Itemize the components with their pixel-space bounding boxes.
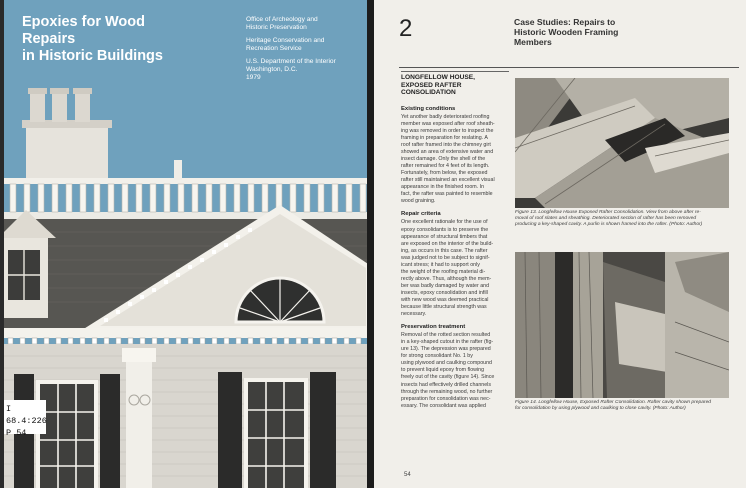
service-line: Heritage Conservation and: [246, 37, 325, 44]
caption-line: for consolidation by using plywood and caulking to close cavity. (Photo: Author): [515, 405, 686, 411]
section-body: [401, 114, 509, 206]
call-number-line: P 54: [6, 428, 27, 438]
body-line: ing was removed in order to inspect the: [401, 127, 494, 134]
interior-page: [374, 0, 746, 488]
body-line: for strong consolidant No. 1 by: [401, 353, 473, 360]
body-line: insects, epoxy consolidation and infill: [401, 289, 488, 296]
body-line: Removal of the rotted section resulted: [401, 332, 491, 339]
call-number-line: I 68.4:226: [6, 404, 47, 426]
chapter-title-line: Members: [514, 37, 552, 47]
case-title-line: CONSOLIDATION: [401, 89, 456, 97]
figure-13-caption: [515, 210, 729, 228]
figure-14-caption: [515, 400, 729, 412]
body-line: roof rafter framed into the chimney girt: [401, 142, 491, 149]
body-line: freely out of the cavity (figure 14). Since: [401, 374, 495, 381]
chapter-title-line: Case Studies: Repairs to: [514, 17, 616, 27]
body-line: through the remaining wood, no further: [401, 388, 493, 395]
body-line: appearance of structural timbers that: [401, 233, 488, 240]
section-body: [401, 219, 509, 318]
body-line: because little structural strength was: [401, 304, 487, 311]
publisher-line: Historic Preservation: [246, 24, 307, 31]
body-line: was judged not to be subject to signif-: [401, 254, 490, 261]
body-line: insects had effectively drilled channels: [401, 381, 492, 388]
body-line: in a key-shaped cutout in the rafter (fig-: [401, 339, 494, 346]
body-line: Yet another badly deteriorated roofing: [401, 113, 490, 120]
header-rule: [399, 67, 739, 68]
figure-13-photo: [515, 78, 729, 208]
body-line: wood graining.: [401, 198, 436, 205]
body-line: are exposed on the interior of the build-: [401, 240, 494, 247]
section-body: [401, 332, 509, 410]
body-line: to prevent liquid epoxy from flowing: [401, 367, 485, 374]
case-title-line: EXPOSED RAFTER: [401, 81, 462, 89]
body-line: member was exposed after roof sheath-: [401, 120, 495, 127]
body-line: with new wood was deemed practical: [401, 297, 489, 303]
body-line: rafter still maintained an excellent visual: [401, 177, 495, 184]
caption-line: producing a key-shaped cavity. A purlin is shown framed into the rafter. (Photo: Author): [515, 221, 703, 227]
body-line: preparation for consolidation was nec-: [401, 395, 491, 402]
body-line: icant stress; it had to support only: [401, 261, 480, 268]
body-line: ber was badly damaged by water and: [401, 282, 490, 289]
body-line: rafter remained for 4 feet of its length.: [401, 163, 490, 170]
body-line: essary. The consolidant was applied: [401, 402, 486, 409]
library-call-number-sticker: [4, 400, 47, 438]
figure-14: [515, 252, 729, 412]
chapter-title-line: Historic Wooden Framing: [514, 27, 619, 37]
body-line: necessary.: [401, 311, 427, 318]
body-line: framing in preparation for reslating. A: [401, 134, 488, 141]
body-line: showed an area of extensive water and: [401, 149, 494, 156]
publisher-line: Office of Archeology and: [246, 16, 318, 23]
case-study-title: [401, 71, 509, 97]
body-line: ure 13). The depression was prepared: [401, 346, 491, 353]
publication-year: 1979: [246, 74, 261, 81]
caption-line: Figure 14. Longfellow House, Exposed Rafter Consolidation. Rafter cavity shown prepared: [515, 400, 712, 405]
cover-title: [22, 14, 197, 65]
page-number: 54: [404, 472, 411, 478]
body-line: fact, the rafter was painted to resemble: [401, 191, 493, 198]
body-line: epoxy consolidants is to preserve the: [401, 226, 489, 233]
body-line: appearance in the finished room. In: [401, 184, 485, 191]
cover-publisher-info: [246, 16, 364, 87]
cover-title-line: in Historic Buildings: [22, 48, 163, 64]
book-gutter: [367, 0, 374, 488]
chapter-number: 2: [399, 15, 413, 42]
figure-13: [515, 78, 729, 228]
body-line: ing, as occurs in this case. The rafter: [401, 247, 488, 254]
case-title-line: LONGFELLOW HOUSE,: [401, 74, 475, 81]
chapter-title: [514, 17, 694, 47]
section-heading: Repair criteria: [401, 211, 441, 218]
body-line: using plywood and caulking compound: [401, 360, 492, 367]
figure-14-photo: [515, 252, 729, 398]
service-line: Recreation Service: [246, 45, 302, 52]
body-line: rectly above. Thus, although the mem-: [401, 275, 492, 282]
body-line: Fortunately, from below, the exposed: [401, 170, 488, 177]
caption-line: Figure 13. Longfellow House Exposed Rafter Consolidation. View from above after re-: [515, 210, 701, 215]
section-heading: Existing conditions: [401, 105, 456, 112]
section-heading: Preservation treatment: [401, 324, 466, 331]
cover-page: [4, 0, 367, 488]
cover-title-line: Epoxies for Wood Repairs: [22, 14, 145, 47]
department-line: Washington, D.C.: [246, 66, 298, 73]
body-line: One excellent rationale for the use of: [401, 219, 488, 226]
text-column: [401, 71, 509, 416]
caption-line: moval of roof slates and sheathing. Deteriorated section of rafter has been removed: [515, 215, 697, 221]
body-line: the weight of the roofing material di-: [401, 268, 486, 275]
department-line: U.S. Department of the Interior: [246, 58, 336, 65]
body-line: insect damage. Only the shell of the: [401, 156, 486, 163]
